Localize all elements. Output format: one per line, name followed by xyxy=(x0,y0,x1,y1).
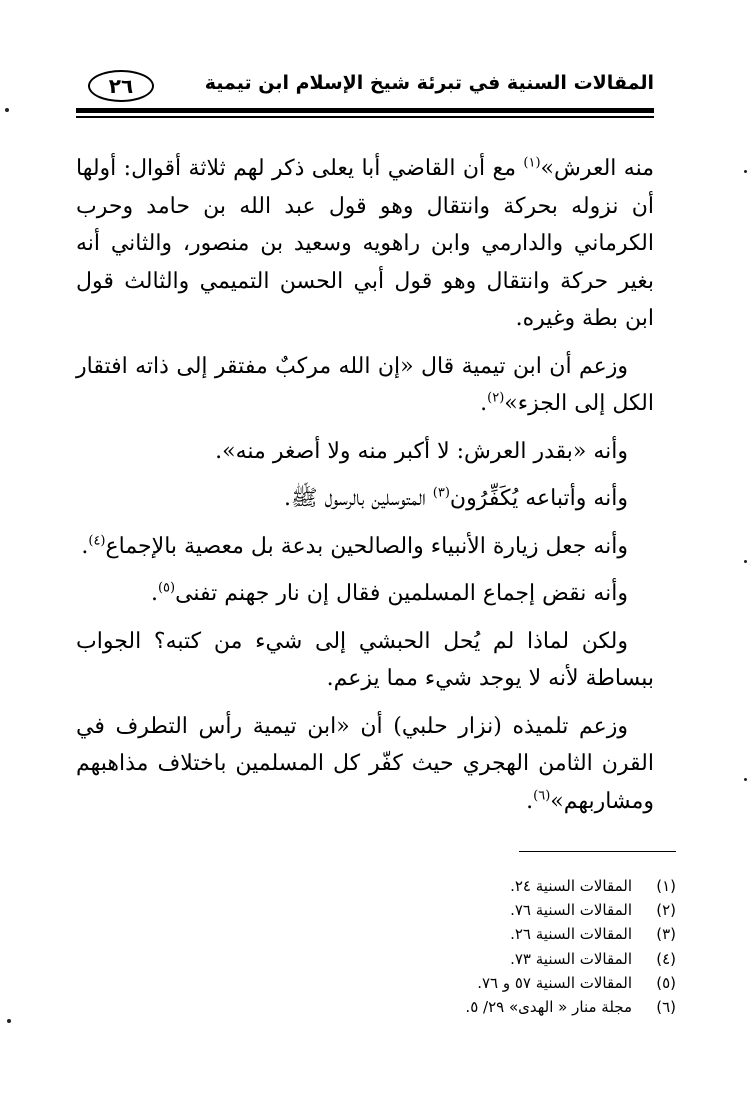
running-title: المقالات السنية في تبرئة شيخ الإسلام ابن تيمية xyxy=(204,72,654,94)
footnote-item: (٥) المقالات السنية ٥٧ و ٧٦. xyxy=(477,973,676,992)
footnote-item: (٤) المقالات السنية ٧٣. xyxy=(510,949,676,968)
footnote-item: (٢) المقالات السنية ٧٦. xyxy=(510,901,676,920)
paragraph-3: وأنه «بقدر العرش: لا أكبر منه ولا أصغر منه». xyxy=(215,438,628,464)
footnote-ref-5: (٥) xyxy=(157,580,176,596)
scan-speck xyxy=(744,170,747,173)
header-rule-thick xyxy=(76,108,654,113)
footnote-ref-1: (١) xyxy=(523,155,541,171)
scan-speck xyxy=(744,778,747,781)
scan-speck xyxy=(7,1019,11,1023)
footnote-item: (٦) مجلة منار « الهدى» ٢٩/ ٥. xyxy=(465,998,676,1017)
paragraph-5: وأنه جعل زيارة الأنبياء والصالحين بدعة بل معصية بالإجماع$^{(٤)}$. xyxy=(81,533,628,559)
paragraph-2: وزعم أن ابن تيمية قال «إن الله مركبٌ مفتقر إلى ذاته افتقار الكل إلى الجزء»$^{(٢)}$. xyxy=(76,353,654,416)
paragraph-1: منه العرش»$^{(١)}$ مع أن القاضي أبا يعلى ذكر لهم ثلاثة أقوال: أولها أن نزوله بحركة وانتقال وهو قول عبد الله بن حامد وحرب الكرماني والدارمي وابن راهويه وسعيد بن منصور، والثاني أنه بغير حركة وانتقال وهو قول أبي الحسن التميمي والثالث قول ابن بطة وغيره. xyxy=(76,155,654,331)
footnote-item: (٣) المقالات السنية ٢٦. xyxy=(510,925,676,944)
scan-speck xyxy=(5,108,9,112)
footnote-ref-3: (٣) xyxy=(432,485,450,501)
paragraph-4: وأنه وأتباعه يُكَفِّرُون$^{(٣)}$ المتوسلين بالرسول ﷺ. xyxy=(284,485,628,511)
page-header xyxy=(76,66,654,106)
main-text xyxy=(76,150,654,820)
paragraph-8: وزعم تلميذه (نزار حلبي) أن «ابن تيمية رأس التطرف في القرن الثامن الهجري حيث كفّر كل المسلمين باختلاف مذاهبهم ومشاربهم»$^{(٦)}$. xyxy=(76,713,654,814)
footnote-ref-4: (٤) xyxy=(88,533,106,549)
paragraph-6: وأنه نقض إجماع المسلمين فقال إن نار جهنم تفنى$^{(٥)}$. xyxy=(150,580,628,606)
header-rule-thin xyxy=(76,116,654,118)
page-number: ٢٦ xyxy=(88,70,154,102)
footnote-ref-2: (٢) xyxy=(487,390,505,406)
footnote-separator xyxy=(519,851,676,852)
footnote-ref-6: (٦) xyxy=(533,788,551,804)
paragraph-7: ولكن لماذا لم يُحل الحبشي إلى شيء من كتبه؟ الجواب ببساطة لأنه لا يوجد شيء مما يزعم. xyxy=(76,628,654,691)
footnotes xyxy=(376,874,676,1019)
scan-speck xyxy=(744,560,747,563)
footnote-item: (١) المقالات السنية ٢٤. xyxy=(510,877,676,895)
